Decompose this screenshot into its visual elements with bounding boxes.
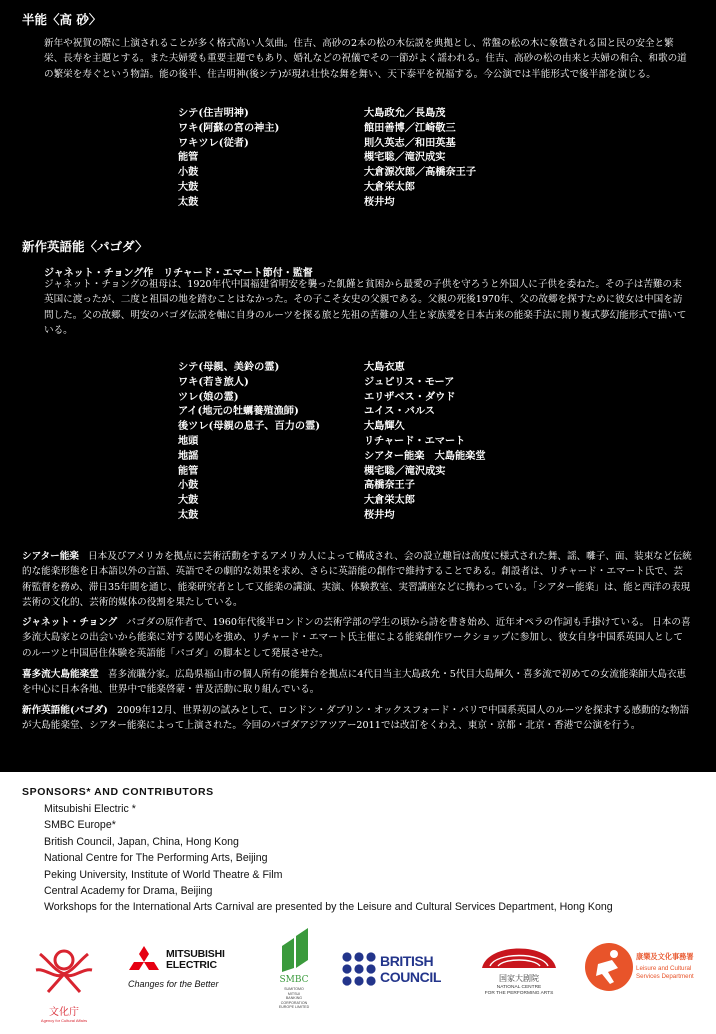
ncpa-name-line: NATIONAL CENTRE <box>496 985 542 990</box>
ncpa-name-line: FOR THE PERFORMING ARTS <box>484 991 554 996</box>
performer: 桜井均 <box>364 195 395 208</box>
role: 能管 <box>178 151 199 164</box>
performer: リチャード・エマート <box>364 434 466 447</box>
lcsd-logo <box>584 942 702 998</box>
performer: 大倉源次郎／高橋奈王子 <box>364 166 477 179</box>
sponsor-item: British Council, Japan, China, Hong Kong <box>44 835 239 848</box>
performer: 槻宅聡／滝沢成实 <box>364 151 446 164</box>
british-council-dots-icon <box>342 952 376 986</box>
sponsor-item: Workshops for the International Arts Carnival are presented by the Leisure and Cultural Services Department, Hong Kong <box>44 901 613 914</box>
performer: ユイス・バルス <box>364 405 435 418</box>
bio-text: パゴダの原作者で、1960年代後半ロンドンの芸術学部の学生の頃から詩を書き始め、近年オペラの作詞も手掛けている。 日本の喜多流大島家との出会いから能楽に対する関心を強め、リチャード・エマート氏主催による能楽創作ワークショップに参加し、彼女自身中国系英国人としてのルーツと中国居住体験を英語能「パゴダ」の脚本として発展させた。 <box>22 617 691 659</box>
takasago-roles <box>178 106 279 210</box>
role: 地謡 <box>178 449 199 462</box>
bunka-cho-emblem-icon <box>30 940 98 998</box>
smbc-mark-icon <box>274 926 314 972</box>
role: 後ツレ(母親の息子、百力の霊) <box>178 420 321 433</box>
role: シテ(母親、美鈴の霊) <box>178 361 280 373</box>
role: 太鼓 <box>178 195 199 208</box>
bio-head: 喜多流大島能楽堂 <box>22 669 99 680</box>
smbc-sub-line: CORPORATION <box>280 1000 308 1005</box>
bio-janette-chong <box>22 615 692 661</box>
performer: 大倉栄太郎 <box>364 180 415 193</box>
performer: 高橋奈王子 <box>364 479 415 492</box>
takasago-performers <box>364 106 476 210</box>
bio-head: シアター能楽 <box>22 551 79 562</box>
performer: 大島政允／長島茂 <box>364 107 446 119</box>
ncpa-name-cn: 国家大剧院 <box>499 974 539 983</box>
performer: 則久英志／和田英基 <box>364 136 456 149</box>
sponsor-item: Central Academy for Drama, Beijing <box>44 885 213 898</box>
mitsubishi-diamonds-icon <box>126 946 162 978</box>
pagoda-description: ジャネット・チョングの祖母は、1920年代中国福建省明安を襲った飢饉と貧困から最愛の子供を守ろうと外国人に子供を委ねた。その子は苦難の末英国に渡ったが、二度と祖国の地を踏むことはなかった。その子こそ女史の父親である。父親の死後1970年、父の故郷を探すために彼女は中国を訪問した。父の故郷、明安のパゴダ伝説を軸に自身のルーツを探る旅と先祖の苦難の人生と家族愛を日本古来の能楽手法に則り複式夢幻能形式で描いている。 <box>44 279 687 336</box>
performer: 大島輝久 <box>364 420 405 433</box>
lcsd-name-line: Leisure and Cultural <box>636 965 692 972</box>
sponsor-item: SMBC Europe* <box>44 819 116 832</box>
bunka-cho-logo <box>30 940 98 1023</box>
pagoda-performers <box>364 360 486 523</box>
bio-text: 日本及びアメリカを拠点に芸術活動をするアメリカ人によって構成され、会の設立趣旨は高度に様式された舞、謡、囃子、面、装束など伝統的な能楽形態を日本語以外の言語、英語でその劇的な効果を求め、さらに英語能の創作で維持することである。創設者は、リチャード・エマート氏で、芸術監督を務め、滞日35年間を通じ、能楽研究者として又能楽の講演、実演、体験教室、実習講座などに携わっている。「シアター能楽」は、能と西洋の表現芸術の文化的、芸術的媒体の役割を果たしている。 <box>22 551 692 608</box>
pagoda-roles <box>178 360 320 523</box>
smbc-logo <box>272 926 316 1034</box>
performer: 大倉栄太郎 <box>364 494 415 507</box>
performer: エリザベス・ダウド <box>364 390 456 403</box>
performer: ジュピリス・モーア <box>364 375 455 388</box>
lcsd-name-cn: 康樂及文化事務署 <box>636 952 694 961</box>
smbc-sub-line: BANKING <box>285 996 303 1001</box>
role: ツレ(娘の霊) <box>178 390 239 403</box>
ncpa-name-en <box>478 985 560 997</box>
takasago-heading: 半能〈高 砂〉 <box>22 12 102 27</box>
sponsors-panel <box>0 772 716 1034</box>
smbc-name: SMBC <box>279 975 309 985</box>
performer: 大島衣恵 <box>364 361 405 373</box>
british-council-line1: BRITISH <box>380 953 434 969</box>
smbc-sub-line: SUMITOMO <box>284 987 304 991</box>
british-council-line2: COUNCIL <box>380 969 441 985</box>
performer: 館田善博／江崎敬三 <box>364 121 456 134</box>
role: 大鼓 <box>178 494 199 507</box>
ncpa-logo <box>478 938 560 1008</box>
sponsor-item: National Centre for The Performing Arts, Beijing <box>44 852 268 865</box>
smbc-sub <box>272 987 316 1010</box>
sponsors-list <box>44 801 613 916</box>
sponsor-item: Mitsubishi Electric * <box>44 803 136 815</box>
bio-head: ジャネット・チョング <box>22 617 118 628</box>
performer: 桜井均 <box>364 508 395 521</box>
role: ワキ(若き旅人) <box>178 375 249 388</box>
mitsubishi-line2: ELECTRIC <box>166 959 217 971</box>
bio-head: 新作英語能(パゴダ) <box>22 705 108 716</box>
bunka-cho-sub: Agency for Cultural Affairs <box>40 1018 88 1023</box>
performer: 槻宅聡／滝沢成实 <box>364 464 446 477</box>
takasago-description: 新年や祝賀の際に上演されることが多く格式高い人気曲。住吉、高砂の2本の松の木伝説を典拠とし、常盤の松の木に象徴される国と民の安全と繁栄、長寿を主題とする。また夫婦愛も重要主題でもあり、婚礼などの祝儀でその一節がよく謡われる。住吉、高砂の松の由来と夫婦の和合、和歌の道の繁栄を寿ぐという物語。能の後半、住吉明神(後シテ)が現れ壮快な舞を舞い、天下泰平を祝福する。今公演では半能形式で後半部を演じる。 <box>44 38 687 80</box>
mitsubishi-line1: MITSUBISHI <box>166 948 225 960</box>
role: 能管 <box>178 464 199 477</box>
sponsors-title: SPONSORS* AND CONTRIBUTORS <box>22 786 214 798</box>
smbc-sub-line: EUROPE LIMITED <box>278 1005 310 1010</box>
pagoda-heading: 新作英語能〈パゴダ〉 <box>22 239 148 254</box>
bio-theatre-nohgaku <box>22 549 692 610</box>
performer: シアター能楽 大島能楽堂 <box>364 449 486 462</box>
role: 大鼓 <box>178 180 199 193</box>
bio-text: 喜多流職分家。広島県福山市の個人所有の能舞台を拠点に4代目当主大島政允・5代目大島輝久・喜多流で初めての女流能楽師大島衣恵を中心に日本各地、世界中で能楽啓蒙・普及活動に取り組んでいる。 <box>22 669 687 696</box>
lcsd-runner-icon <box>584 942 634 992</box>
sponsor-item: Peking University, Institute of World Theatre & Film <box>44 868 283 881</box>
british-council-logo <box>342 952 454 992</box>
bio-kita-oshima <box>22 667 692 698</box>
role: ワキ(阿蘇の宮の神主) <box>178 121 280 134</box>
ncpa-dome-icon <box>478 938 560 970</box>
smbc-sub-line: MITSUI <box>287 991 301 996</box>
mitsubishi-logo <box>126 946 244 1006</box>
lcsd-name-line: Services Department <box>636 973 694 980</box>
role: 小鼓 <box>178 479 199 492</box>
lcsd-name-en <box>636 965 694 981</box>
role: アイ(地元の牡蠣養殖漁師) <box>178 405 299 418</box>
bio-text: 2009年12月、世界初の試みとして、ロンドン・ダブリン・オックスフォード・パリで中国系英国人のルーツを探求する感動的な物語が大島能楽堂、シアター能楽によって上演された。今回のパゴダアジアツアー2011では改訂をくわえ、東京・京都・北京・香港で公演を行う。 <box>22 705 690 732</box>
bio-pagoda <box>22 703 692 734</box>
role: 地頭 <box>178 434 199 447</box>
mitsubishi-tagline: Changes for the Better <box>128 979 219 989</box>
role: 小鼓 <box>178 166 199 179</box>
role: ワキツレ(従者) <box>178 136 249 149</box>
bunka-cho-name: 文化庁 <box>49 1007 79 1018</box>
role: 太鼓 <box>178 508 199 521</box>
sponsor-logos <box>0 922 716 1034</box>
role: シテ(住吉明神) <box>178 107 249 119</box>
pagoda-credit: ジャネット・チョング作 リチャード・エマート節付・監督 <box>44 268 313 279</box>
